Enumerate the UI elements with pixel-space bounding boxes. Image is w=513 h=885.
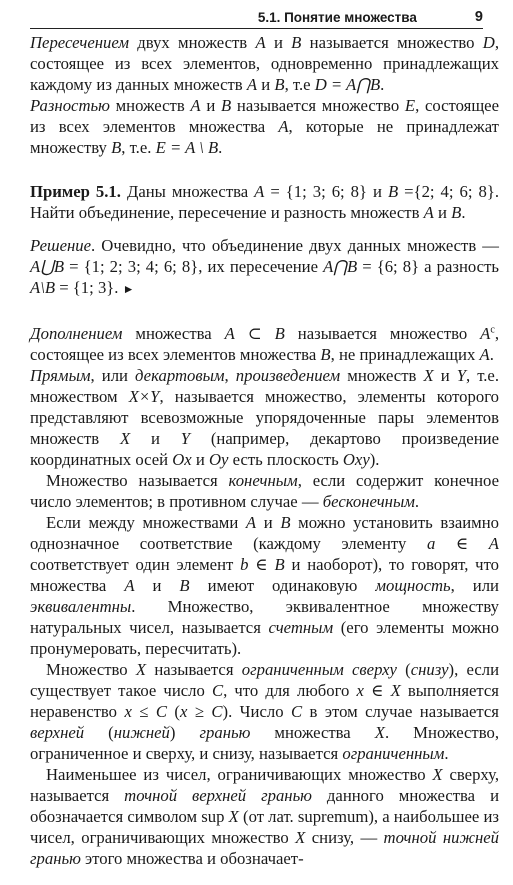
- paragraph-complement: [30, 323, 499, 365]
- var: B: [274, 324, 285, 343]
- text: этого множества и обозначает-: [80, 849, 304, 868]
- text: (его элементы можно пронумеровать, пересчитать).: [30, 618, 499, 658]
- var: X: [432, 765, 443, 784]
- text: называется множество: [284, 324, 481, 343]
- text: называется множество: [231, 96, 405, 115]
- text: .: [444, 744, 449, 763]
- text: .: [414, 492, 420, 511]
- var: A: [278, 117, 289, 136]
- var: B: [291, 33, 302, 52]
- var: A: [479, 345, 490, 364]
- text: множеств: [109, 96, 191, 115]
- text: , если содержит конечное число элементов; в противном случае —: [30, 471, 499, 511]
- var: A: [190, 96, 201, 115]
- text: и: [265, 33, 292, 52]
- paragraph-cardinality: [30, 512, 499, 659]
- term-finite: конечным: [228, 471, 298, 490]
- var: Oy: [208, 450, 229, 469]
- var: B: [220, 96, 232, 115]
- formula: A⋃B: [30, 257, 65, 276]
- text: ), если существует такое число: [30, 660, 499, 700]
- text: , не принадлежащих: [330, 345, 480, 364]
- var: X: [295, 828, 306, 847]
- text: выполняется неравенство: [30, 681, 499, 721]
- var: b: [240, 555, 249, 574]
- solution-label: Решение: [30, 236, 92, 255]
- page-number: 9: [474, 9, 483, 25]
- formula: x ≤ C: [124, 702, 167, 721]
- text: (от лат. supremum), а наибольшее из чисел, ограничивающих множество: [30, 807, 499, 847]
- var: A: [124, 576, 135, 595]
- term-cardinality: мощность: [375, 576, 451, 595]
- paragraph-difference: [30, 95, 499, 158]
- term-equivalent: эквивалентны: [30, 597, 132, 616]
- var: B: [111, 138, 122, 157]
- text: (: [167, 702, 180, 721]
- text: , или: [450, 576, 499, 595]
- term-intersection: Пересечением: [30, 33, 129, 52]
- term-cartesian: декартовым: [135, 366, 225, 385]
- text: Если между множествами: [46, 513, 246, 532]
- text: . Очевидно, что объединение двух данных множеств —: [91, 236, 499, 255]
- paragraph-cartesian-product: [30, 365, 499, 470]
- term-below: снизу: [410, 660, 449, 679]
- text: множества: [250, 723, 375, 742]
- term-bounded: ограниченным: [342, 744, 445, 763]
- text: , которые не принадлежат множеству: [30, 117, 499, 157]
- text: Множество называется: [46, 471, 229, 490]
- text: . Множество, эквивалентное множеству натуральных чисел, называется: [30, 597, 499, 637]
- text: ,: [224, 366, 236, 385]
- text: снизу, —: [305, 828, 384, 847]
- text: и: [257, 75, 275, 94]
- var: C: [211, 681, 224, 700]
- formula: D = A⋂B: [314, 75, 381, 94]
- var: B: [320, 345, 331, 364]
- paragraph-bounded: [30, 659, 499, 764]
- text: в этом случае называется: [302, 702, 499, 721]
- text: , что для любого: [223, 681, 357, 700]
- var: Y: [456, 366, 466, 385]
- text: ).: [369, 450, 380, 469]
- var: A: [423, 203, 434, 222]
- text: и: [256, 513, 281, 532]
- var: B: [274, 75, 285, 94]
- text: , или: [90, 366, 136, 385]
- text: и: [433, 366, 457, 385]
- text: , состоящее из всех элементов, одновременно принадлежащих каждому из данных множеств: [30, 33, 499, 94]
- var: B: [274, 555, 285, 574]
- text: Наименьшее из чисел, ограничивающих множество: [46, 765, 433, 784]
- var: A: [488, 534, 499, 553]
- text: , т.е: [284, 75, 315, 94]
- text: и наоборот), то говорят, что множества: [30, 555, 499, 595]
- var: Oxy: [342, 450, 370, 469]
- term-bound: гранью: [199, 723, 251, 742]
- term-supremum: точной верхней гранью: [124, 786, 312, 805]
- text: , состоящее из всех элементов множества: [30, 96, 499, 136]
- term-countable: счетным: [268, 618, 334, 637]
- paragraph-intersection: [30, 32, 499, 95]
- text: = {6; 8} а разность: [357, 257, 499, 276]
- text: (: [396, 660, 411, 679]
- text: (например, декартово произведение координатных осей: [30, 429, 499, 469]
- text: ∈: [248, 555, 275, 574]
- term-infinite: бесконечным: [322, 492, 415, 511]
- text: , состоящее из всех элементов множества: [30, 324, 499, 364]
- text: можно установить взаимно однозначное соответствие (каждому элементу: [30, 513, 499, 553]
- text: и: [433, 203, 452, 222]
- text: есть плоскость: [228, 450, 343, 469]
- text: , т.е.: [121, 138, 156, 157]
- paragraph-example: [30, 181, 499, 223]
- var: X: [135, 660, 147, 679]
- text: и: [200, 96, 221, 115]
- term-direct: Прямым: [30, 366, 91, 385]
- term-infimum: точной нижней гранью: [30, 828, 499, 868]
- formula: A\B: [30, 278, 56, 297]
- text: и: [130, 429, 181, 448]
- var: X: [374, 723, 385, 742]
- formula: A⋂B: [323, 257, 358, 276]
- paragraph-solution: [30, 235, 499, 300]
- text: (: [84, 723, 114, 742]
- var: A: [224, 324, 235, 343]
- text: имеют одинаковую: [189, 576, 376, 595]
- formula: E = A \ B: [155, 138, 219, 157]
- paragraph-finite: [30, 470, 499, 512]
- var: X: [119, 429, 131, 448]
- example-label: Пример 5.1.: [30, 182, 121, 201]
- text: Множество: [46, 660, 136, 679]
- text: = {1; 3}.: [55, 278, 123, 297]
- term-complement: Дополнением: [30, 324, 123, 343]
- var: X: [228, 807, 239, 826]
- text: множества: [122, 324, 225, 343]
- var: X: [423, 366, 434, 385]
- formula: x ≥ C: [179, 702, 223, 721]
- superscript: c: [490, 324, 495, 336]
- term-upper: верхней: [30, 723, 85, 742]
- var: B: [451, 203, 462, 222]
- text: .: [461, 203, 466, 222]
- var: A: [246, 75, 258, 94]
- term-difference: Разностью: [30, 96, 110, 115]
- text: .: [489, 345, 494, 364]
- text: называется множество: [301, 33, 483, 52]
- text: ⊂: [234, 324, 275, 343]
- running-header: [30, 6, 483, 29]
- term-product: произведением: [235, 366, 341, 385]
- text: , т.е. множеством: [30, 366, 499, 406]
- var: B: [280, 513, 291, 532]
- text: двух множеств: [129, 33, 256, 52]
- var: B: [387, 182, 399, 201]
- end-of-solution-icon: ►: [122, 282, 135, 296]
- text: Даны множества: [120, 182, 255, 201]
- text: множеств: [340, 366, 424, 385]
- paragraph-supremum: [30, 764, 499, 869]
- var: A: [254, 182, 265, 201]
- text: ∈: [363, 681, 391, 700]
- var: A: [245, 513, 257, 532]
- formula: X×Y: [128, 387, 160, 406]
- var: C: [290, 702, 303, 721]
- var: a: [426, 534, 436, 553]
- text: . Множество, ограниченное и сверху, и снизу, называется: [30, 723, 499, 763]
- var: A: [480, 324, 491, 343]
- text: и: [134, 576, 180, 595]
- text: данного множества и обозначается символом sup: [30, 786, 499, 826]
- text: и: [191, 450, 209, 469]
- var: E: [404, 96, 416, 115]
- section-title: 5.1. Понятие множества: [257, 9, 417, 25]
- var: x: [356, 681, 364, 700]
- text: ): [169, 723, 200, 742]
- text: ∈: [435, 534, 489, 553]
- var: D: [482, 33, 495, 52]
- var: B: [179, 576, 190, 595]
- term-bounded-above: ограниченным сверху: [241, 660, 397, 679]
- text: соответствует один элемент: [30, 555, 241, 574]
- text: ). Число: [222, 702, 291, 721]
- text: .: [380, 75, 385, 94]
- text: сверху, называется: [30, 765, 499, 805]
- text: , называется множество, элементы которого представляют всевозможные упорядоченные пары элементов множеств: [30, 387, 499, 448]
- page-body: [30, 32, 499, 869]
- var: Ox: [172, 450, 192, 469]
- text: = {1; 3; 6; 8} и: [264, 182, 388, 201]
- text: = {1; 2; 3; 4; 6; 8}, их пересечение: [64, 257, 324, 276]
- var: A: [255, 33, 266, 52]
- text: .: [218, 138, 223, 157]
- var: X: [390, 681, 401, 700]
- text: называется: [146, 660, 242, 679]
- var: Y: [180, 429, 191, 448]
- term-lower: нижней: [113, 723, 170, 742]
- text: ={2; 4; 6; 8}. Найти объединение, пересечение и разность множеств: [30, 182, 499, 222]
